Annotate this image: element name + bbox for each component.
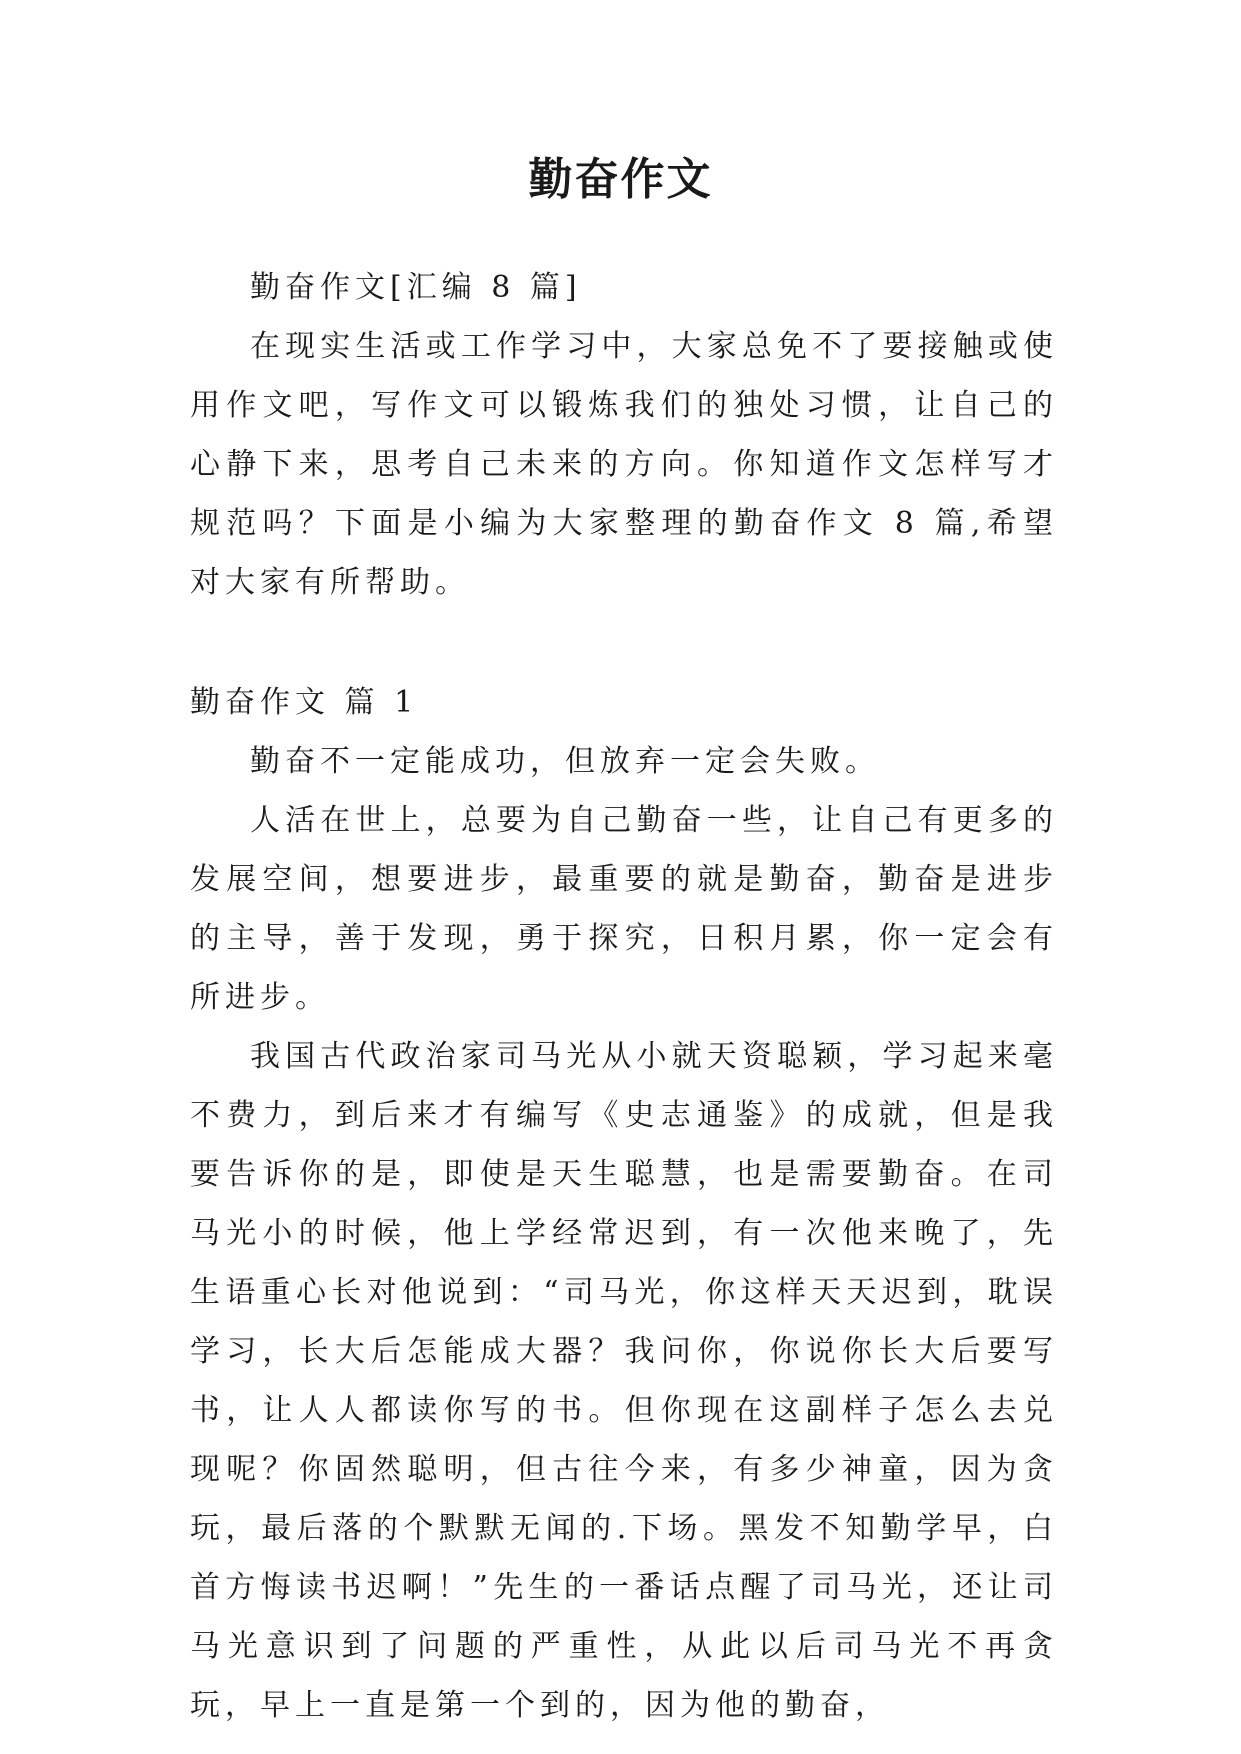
body-paragraph: 勤奋不一定能成功，但放弃一定会失败。: [250, 744, 880, 779]
body-paragraph: 我国古代政治家司马光从小就天资聪颖，学习起来毫不费力，到后来才有编写《史志通鉴》的成就，但是我要告诉你的是，即使是天生聪慧，也是需要勤奋。在司马光小的时候，他上学经常迟到，有一次他来晚了，先生语重心长对他说到：“司马光，你这样天天迟到，耽误学习，长大后怎能成大器？我问你，你说你长大后要写书，让人人都读你写的书。但你现在这副样子怎么去兑现呢？你固然聪明，但古往今来，有多少神童，因为贪玩，最后落的个默默无闻的.下场。黑发不知勤学早，白首方悔读书迟啊！”先生的一番话点醒了司马光，还让司马光意识到了问题的严重性，从此以后司马光不再贪玩，早上一直是第一个到的，因为他的勤奋，: [190, 1039, 1058, 1723]
document-body: [190, 258, 1058, 1735]
document-subtitle: 勤奋作文[汇编 8 篇]: [250, 270, 582, 305]
intro-paragraph: 在现实生活或工作学习中，大家总免不了要接触或使用作文吧，写作文可以锻炼我们的独处习惯，让自己的心静下来，思考自己未来的方向。你知道作文怎样写才规范吗？下面是小编为大家整理的勤奋作文 8 篇,希望对大家有所帮助。: [190, 329, 1058, 600]
section-heading: 勤奋作文 篇 1: [190, 685, 419, 720]
document-title: 勤奋作文: [528, 154, 713, 205]
body-paragraph: 人活在世上，总要为自己勤奋一些，让自己有更多的发展空间，想要进步，最重要的就是勤奋，勤奋是进步的主导，善于发现，勇于探究，日积月累，你一定会有所进步。: [190, 803, 1058, 1015]
